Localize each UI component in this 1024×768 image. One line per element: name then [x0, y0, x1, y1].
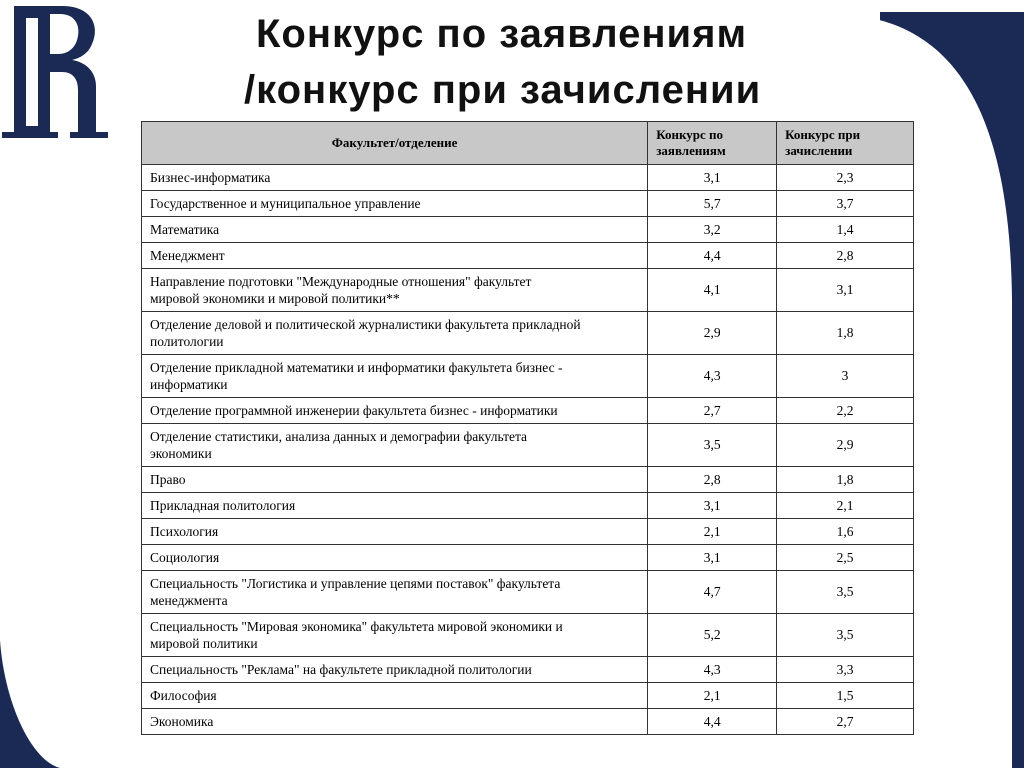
table-row: [142, 545, 914, 571]
faculty-name-cell: [142, 165, 648, 191]
faculty-name-cell: [142, 493, 648, 519]
faculty-name-cell: [142, 191, 648, 217]
title-line-2: /конкурс при зачислении: [244, 68, 762, 112]
table-row: [142, 493, 914, 519]
application-ratio-cell: 2,1: [648, 519, 777, 545]
application-ratio-cell: 4,4: [648, 243, 777, 269]
faculty-name-line: Социология: [150, 550, 220, 565]
hse-logo-icon: [0, 0, 110, 140]
enrollment-ratio-cell: 2,7: [777, 709, 914, 735]
enrollment-ratio-cell: 3,3: [777, 657, 914, 683]
application-ratio-cell: 4,1: [648, 269, 777, 312]
faculty-name-cell: [142, 398, 648, 424]
application-ratio-cell: 5,2: [648, 614, 777, 657]
application-ratio-cell: 3,5: [648, 424, 777, 467]
column-header-at-enrollment: [777, 122, 914, 165]
faculty-name-line: Менеджмент: [150, 248, 225, 263]
faculty-name-cell: [142, 519, 648, 545]
enrollment-ratio-cell: 2,3: [777, 165, 914, 191]
faculty-name-cell: [142, 683, 648, 709]
faculty-name-line: Право: [150, 472, 186, 487]
table-row: [142, 709, 914, 735]
enrollment-ratio-cell: 2,8: [777, 243, 914, 269]
column-header-faculty: Факультет/отделение: [142, 122, 648, 165]
application-ratio-cell: 3,2: [648, 217, 777, 243]
faculty-name-line: Бизнес-информатика: [150, 170, 271, 185]
faculty-name-line: менеджмента: [150, 593, 228, 608]
application-ratio-cell: 4,4: [648, 709, 777, 735]
faculty-name-cell: [142, 571, 648, 614]
column-header-at-enrollment-line1: Конкурс при: [785, 127, 861, 142]
table-row: [142, 243, 914, 269]
application-ratio-cell: 3,1: [648, 165, 777, 191]
faculty-name-line: Специальность "Реклама" на факультете прикладной политологии: [150, 662, 532, 677]
column-header-by-application-line2: заявлениям: [656, 143, 726, 158]
faculty-name-cell: [142, 424, 648, 467]
table-row: [142, 191, 914, 217]
enrollment-ratio-cell: 2,9: [777, 424, 914, 467]
faculty-name-line: Экономика: [150, 714, 214, 729]
table-row: [142, 614, 914, 657]
faculty-name-line: информатики: [150, 377, 228, 392]
faculty-name-line: Специальность "Логистика и управление цепями поставок" факультета: [150, 576, 561, 591]
application-ratio-cell: 3,1: [648, 493, 777, 519]
enrollment-ratio-cell: 1,8: [777, 467, 914, 493]
table-row: [142, 571, 914, 614]
slide-title: [230, 6, 870, 118]
application-ratio-cell: 4,3: [648, 657, 777, 683]
table-row: [142, 217, 914, 243]
application-ratio-cell: 2,7: [648, 398, 777, 424]
faculty-name-cell: [142, 355, 648, 398]
application-ratio-cell: 2,9: [648, 312, 777, 355]
faculty-name-line: Отделение деловой и политической журналистики факультета прикладной: [150, 317, 581, 332]
enrollment-ratio-cell: 3,5: [777, 614, 914, 657]
enrollment-ratio-cell: 3,1: [777, 269, 914, 312]
enrollment-ratio-cell: 1,6: [777, 519, 914, 545]
application-ratio-cell: 3,1: [648, 545, 777, 571]
column-header-by-application: [648, 122, 777, 165]
table-row: [142, 519, 914, 545]
faculty-name-line: Специальность "Мировая экономика" факультета мировой экономики и: [150, 619, 563, 634]
faculty-name-line: политологии: [150, 334, 224, 349]
enrollment-ratio-cell: 1,5: [777, 683, 914, 709]
table-row: [142, 424, 914, 467]
enrollment-ratio-cell: 1,8: [777, 312, 914, 355]
application-ratio-cell: 2,8: [648, 467, 777, 493]
faculty-name-line: мировой экономики и мировой политики**: [150, 291, 400, 306]
table-row: [142, 165, 914, 191]
faculty-name-line: экономики: [150, 446, 212, 461]
faculty-name-cell: [142, 467, 648, 493]
faculty-name-cell: [142, 217, 648, 243]
faculty-name-line: Направление подготовки "Международные отношения" факультет: [150, 274, 532, 289]
faculty-name-line: Государственное и муниципальное управление: [150, 196, 421, 211]
enrollment-ratio-cell: 2,5: [777, 545, 914, 571]
application-ratio-cell: 4,3: [648, 355, 777, 398]
faculty-name-line: Психология: [150, 524, 219, 539]
faculty-name-line: Отделение статистики, анализа данных и демографии факультета: [150, 429, 528, 444]
faculty-name-line: Философия: [150, 688, 217, 703]
enrollment-ratio-cell: 1,4: [777, 217, 914, 243]
enrollment-ratio-cell: 3: [777, 355, 914, 398]
enrollment-ratio-cell: 2,2: [777, 398, 914, 424]
faculty-name-cell: [142, 545, 648, 571]
faculty-name-line: мировой политики: [150, 636, 258, 651]
faculty-name-line: Отделение прикладной математики и информатики факультета бизнес -: [150, 360, 563, 375]
enrollment-ratio-cell: 3,7: [777, 191, 914, 217]
application-ratio-cell: 4,7: [648, 571, 777, 614]
enrollment-ratio-cell: 2,1: [777, 493, 914, 519]
table-row: [142, 355, 914, 398]
enrollment-ratio-cell: 3,5: [777, 571, 914, 614]
table-header-row: [142, 122, 914, 165]
faculty-name-cell: [142, 709, 648, 735]
faculty-name-line: Математика: [150, 222, 220, 237]
title-line-1: Конкурс по заявлениям: [256, 12, 748, 56]
table-row: [142, 657, 914, 683]
competition-table: [141, 121, 914, 735]
faculty-name-cell: [142, 657, 648, 683]
column-header-at-enrollment-line2: зачислении: [785, 143, 853, 158]
faculty-name-cell: [142, 243, 648, 269]
table-row: [142, 683, 914, 709]
faculty-name-cell: [142, 312, 648, 355]
application-ratio-cell: 2,1: [648, 683, 777, 709]
column-header-by-application-line1: Конкурс по: [656, 127, 724, 142]
application-ratio-cell: 5,7: [648, 191, 777, 217]
faculty-name-cell: [142, 614, 648, 657]
faculty-name-line: Прикладная политология: [150, 498, 296, 513]
table-row: [142, 312, 914, 355]
faculty-name-cell: [142, 269, 648, 312]
table-row: [142, 467, 914, 493]
table-row: [142, 398, 914, 424]
table-row: [142, 269, 914, 312]
faculty-name-line: Отделение программной инженерии факультета бизнес - информатики: [150, 403, 558, 418]
